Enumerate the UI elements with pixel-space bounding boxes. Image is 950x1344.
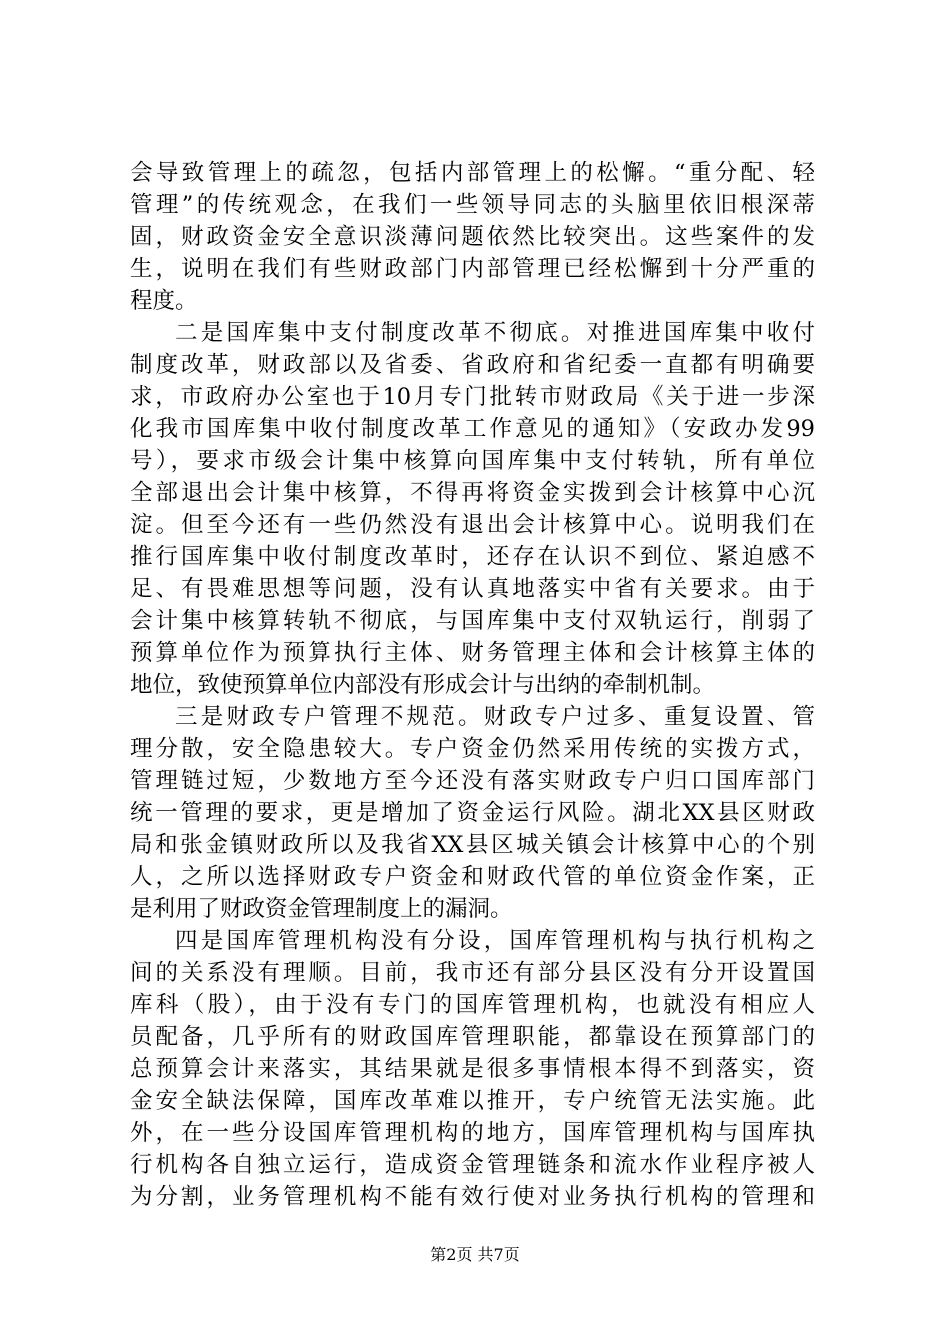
text-line: 足、有畏难思想等问题，没有认真地落实中省有关要求。由于 xyxy=(130,576,815,602)
text-line: 总预算会计来落实，其结果就是很多事情根本得不到落实，资 xyxy=(130,1056,815,1082)
text-line: 预算单位作为预算执行主体、财务管理主体和会计核算主体的 xyxy=(130,640,815,666)
text-line: 员配备，几乎所有的财政国库管理职能，都靠设在预算部门的 xyxy=(130,1024,815,1050)
page-footer: 第2页 共7页 xyxy=(430,1245,520,1264)
document-body xyxy=(130,157,815,1213)
text-line: 管理链过短，少数地方至今还没有落实财政专户归口国库部门 xyxy=(130,768,815,794)
text-line: 管理”的传统观念，在我们一些领导同志的头脑里依旧根深蒂 xyxy=(130,192,815,218)
text-line: 全部退出会计集中核算，不得再将资金实拨到会计核算中心沉 xyxy=(130,480,815,506)
text-line: 金安全缺法保障，国库改革难以推开，专户统管无法实施。此 xyxy=(130,1088,815,1114)
text-line: 间的关系没有理顺。目前，我市还有部分县区没有分开设置国 xyxy=(130,960,815,986)
text-line: 会计集中核算转轨不彻底，与国库集中支付双轨运行，削弱了 xyxy=(130,608,815,634)
text-line: 淀。但至今还有一些仍然没有退出会计核算中心。说明我们在 xyxy=(130,512,815,538)
text-line: 会导致管理上的疏忽，包括内部管理上的松懈。“重分配、轻 xyxy=(130,160,815,186)
text-line: 理分散，安全隐患较大。专户资金仍然采用传统的实拨方式， xyxy=(130,736,815,762)
text-line: 生，说明在我们有些财政部门内部管理已经松懈到十分严重的 xyxy=(130,256,815,282)
text-line: 化我市国库集中收付制度改革工作意见的通知》（安政办发99 xyxy=(130,416,815,442)
paragraph-first-line: 三是财政专户管理不规范。财政专户过多、重复设置、管 xyxy=(175,704,815,730)
text-line: 程度。 xyxy=(130,288,198,314)
text-line: 是利用了财政资金管理制度上的漏洞。 xyxy=(130,896,513,922)
text-line: 固，财政资金安全意识淡薄问题依然比较突出。这些案件的发 xyxy=(130,224,815,250)
text-line: 人，之所以选择财政专户资金和财政代管的单位资金作案，正 xyxy=(130,864,815,890)
text-line: 求，市政府办公室也于10月专门批转市财政局《关于进一步深 xyxy=(130,384,815,410)
text-line: 地位，致使预算单位内部没有形成会计与出纳的牵制机制。 xyxy=(130,672,716,698)
text-line: 外，在一些分设国库管理机构的地方，国库管理机构与国库执 xyxy=(130,1120,815,1146)
text-line: 推行国库集中收付制度改革时，还存在认识不到位、紧迫感不 xyxy=(130,544,815,570)
text-line: 号），要求市级会计集中核算向国库集中支付转轨，所有单位 xyxy=(130,448,815,474)
text-line: 局和张金镇财政所以及我省XX县区城关镇会计核算中心的个别 xyxy=(130,832,815,858)
paragraph-first-line: 四是国库管理机构没有分设，国库管理机构与执行机构之 xyxy=(175,928,815,954)
text-line: 制度改革，财政部以及省委、省政府和省纪委一直都有明确要 xyxy=(130,352,815,378)
text-line: 为分割，业务管理机构不能有效行使对业务执行机构的管理和 xyxy=(130,1184,815,1210)
paragraph-first-line: 二是国库集中支付制度改革不彻底。对推进国库集中收付 xyxy=(175,320,815,346)
text-line: 库科（股），由于没有专门的国库管理机构，也就没有相应人 xyxy=(130,992,815,1018)
text-line: 统一管理的要求，更是增加了资金运行风险。湖北XX县区财政 xyxy=(130,800,815,826)
text-line: 行机构各自独立运行，造成资金管理链条和流水作业程序被人 xyxy=(130,1152,815,1178)
